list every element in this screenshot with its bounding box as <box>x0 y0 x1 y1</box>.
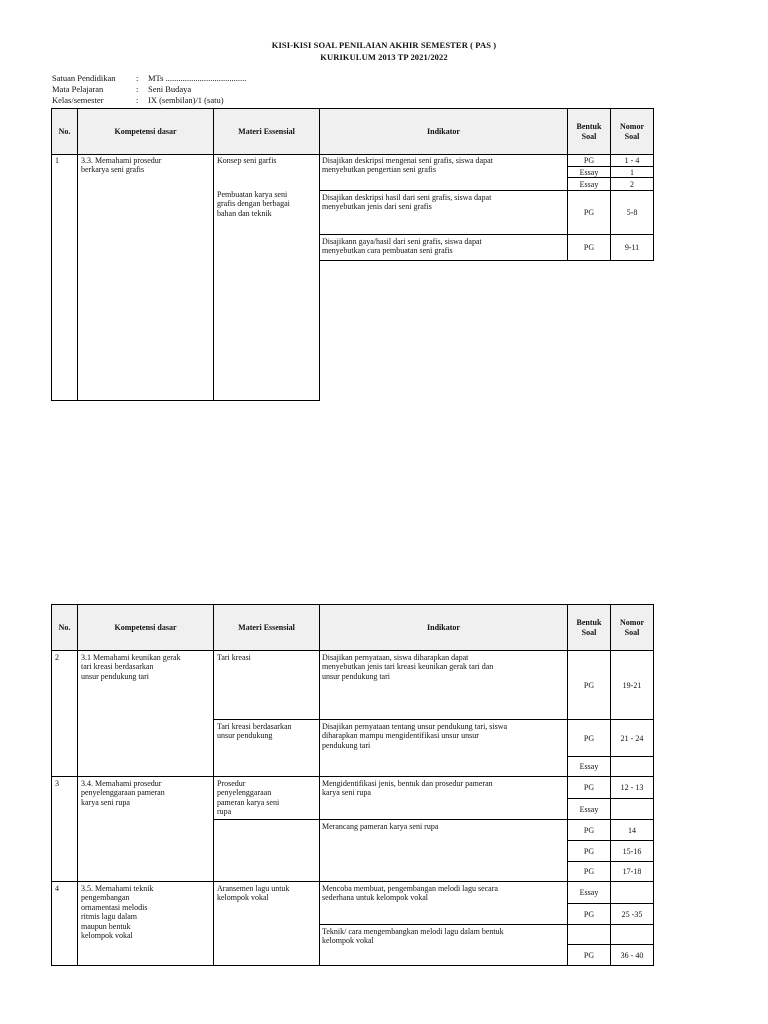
meta-value: Seni Budaya <box>148 84 192 94</box>
meta-separator: : <box>136 73 139 83</box>
bentuk-soal-cell: Essay <box>579 167 599 177</box>
rule <box>319 260 654 261</box>
header-no: No. <box>58 622 71 632</box>
indikator-cell: Merancang pameran karya seni rupa <box>322 822 439 831</box>
materi-cell: Konsep seni garfis <box>217 156 277 165</box>
document-title: KISI-KISI SOAL PENILAIAN AKHIR SEMESTER ( PAS ) <box>271 40 497 50</box>
rule <box>51 604 52 966</box>
header-materi-essensial: Materi Essensial <box>238 126 295 136</box>
indikator-cell: Disajikan deskripsi mengenai seni grafis, siswa dapat menyebutkan pengertian seni grafis <box>322 156 493 175</box>
nomor-soal-cell: 36 - 40 <box>620 950 644 960</box>
nomor-soal-cell: 19-21 <box>622 680 642 690</box>
row-number: 2 <box>55 653 59 662</box>
indikator-cell: Teknik/ cara mengembangkan melodi lagu dalam bentuk kelompok vokal <box>322 927 504 946</box>
nomor-soal-cell <box>611 882 653 903</box>
nomor-soal-cell: 17-18 <box>622 867 642 876</box>
rule <box>51 154 654 155</box>
bentuk-soal-cell: PG <box>583 950 595 960</box>
nomor-soal-cell: 14 <box>628 825 636 835</box>
meta-value: MTs ...................................... <box>148 73 247 83</box>
meta-label: Mata Pelajaran <box>52 84 104 94</box>
kompetensi-dasar-cell: 3.1 Memahami keunikan gerak tari kreasi berdasarkan unsur pendukung tari <box>81 653 181 681</box>
bentuk-soal-cell: PG <box>583 208 595 217</box>
bentuk-soal-cell: Essay <box>579 762 599 771</box>
row-number: 3 <box>55 779 59 788</box>
indikator-cell: Mengidentifikasi jenis, bentuk dan prosedur pameran karya seni rupa <box>322 779 493 798</box>
header-nomor-soal: Nomor Soal <box>620 122 644 141</box>
kompetensi-dasar-cell: 3.5. Memahami teknik pengembangan ornamentasi melodis ritmis lagu dalam maupun bentuk kelompok vokal <box>81 884 154 941</box>
rule <box>51 400 319 401</box>
bentuk-soal-cell: Essay <box>579 888 599 897</box>
materi-cell: Aransemen lagu untuk kelompok vokal <box>217 884 290 903</box>
row-number: 1 <box>55 156 59 165</box>
bentuk-soal-cell: PG <box>583 783 595 792</box>
bentuk-soal-cell: PG <box>583 846 595 856</box>
materi-cell: Tari kreasi <box>217 653 251 662</box>
rule <box>653 108 654 261</box>
rule <box>77 604 78 966</box>
bentuk-soal-cell: PG <box>583 156 595 165</box>
meta-mata-pelajaran <box>52 84 191 94</box>
indikator-cell: Disajikan pernyataan, siswa diharapkan dapat menyebutkan jenis tari kreasi keunikan gerak tari dan unsur pendukung tari <box>322 653 494 681</box>
rule <box>213 604 214 966</box>
nomor-soal-cell: 1 - 4 <box>624 156 640 165</box>
header-bentuk-soal: Bentuk Soal <box>576 618 602 637</box>
materi-cell: Tari kreasi berdasarkan unsur pendukung <box>217 722 292 741</box>
indikator-cell: Disajikann gaya/hasil dari seni grafis, siswa dapat menyebutkan cara pembuatan seni grafis <box>322 237 482 256</box>
nomor-soal-cell: 15-16 <box>622 846 642 856</box>
nomor-soal-cell: 5-8 <box>626 208 638 217</box>
row-number: 4 <box>55 884 59 893</box>
header-kompetensi-dasar: Kompetensi dasar <box>114 126 177 136</box>
meta-kelas-semester <box>52 95 224 105</box>
bentuk-soal-cell: PG <box>583 867 595 876</box>
nomor-soal-cell: 2 <box>630 179 634 189</box>
header-materi-essensial: Materi Essensial <box>238 622 295 632</box>
rule <box>51 776 654 777</box>
meta-separator: : <box>136 95 139 105</box>
materi-cell: Prosedur penyelenggaraan pameran karya seni rupa <box>217 779 280 817</box>
indikator-cell: Disajikan pernyataan tentang unsur pendukung tari, siswa diharapkan mampu mengidentifikasi unsur unsur pendukung tari <box>322 722 508 750</box>
bentuk-soal-cell: PG <box>583 825 595 835</box>
meta-label: Kelas/semester <box>52 95 104 105</box>
nomor-soal-cell: 1 <box>630 167 634 177</box>
nomor-soal-cell <box>611 799 653 819</box>
rule <box>51 881 654 882</box>
meta-satuan-pendidikan <box>52 73 246 83</box>
rule <box>51 650 654 651</box>
meta-label: Satuan Pendidikan <box>52 73 116 83</box>
meta-value: IX (sembilan)/1 (satu) <box>148 95 224 105</box>
meta-separator: : <box>136 84 139 94</box>
indikator-cell: Mencoba membuat, pengembangan melodi lagu secara sederhana untuk kelompok vokal <box>322 884 498 903</box>
materi-cell: Pembuatan karya seni grafis dengan berbagai bahan dan teknik <box>217 190 290 218</box>
header-no: No. <box>58 126 71 136</box>
bentuk-soal-cell: Essay <box>579 179 599 189</box>
rule <box>319 604 320 966</box>
rule <box>653 604 654 966</box>
bentuk-soal-cell: PG <box>583 243 595 252</box>
nomor-soal-cell: 9-11 <box>624 243 640 252</box>
nomor-soal-cell: 25 -35 <box>621 909 643 919</box>
indikator-cell: Disajikan deskripsi hasil dari seni grafis, siswa dapat menyebutkan jenis dari seni grafis <box>322 193 492 212</box>
bentuk-soal-cell: PG <box>583 733 595 743</box>
kompetensi-dasar-cell: 3.4. Memahami prosedur penyelenggaraan pameran karya seni rupa <box>81 779 165 807</box>
rule <box>51 965 654 966</box>
header-bentuk-soal: Bentuk Soal <box>576 122 602 141</box>
bentuk-soal-cell: PG <box>583 680 595 690</box>
header-indikator: Indikator <box>427 622 460 632</box>
header-nomor-soal: Nomor Soal <box>620 618 644 637</box>
nomor-soal-cell: 12 - 13 <box>620 783 644 792</box>
bentuk-soal-cell: Essay <box>579 804 599 814</box>
rule <box>319 924 654 925</box>
kompetensi-dasar-cell: 3.3. Memahami prosedur berkarya seni grafis <box>81 156 162 175</box>
header-kompetensi-dasar: Kompetensi dasar <box>114 622 177 632</box>
nomor-soal-cell: 21 - 24 <box>620 733 644 743</box>
header-indikator: Indikator <box>427 126 460 136</box>
nomor-soal-cell <box>611 757 653 776</box>
document-subtitle: KURIKULUM 2013 TP 2021/2022 <box>320 52 448 62</box>
bentuk-soal-cell: PG <box>583 909 595 919</box>
